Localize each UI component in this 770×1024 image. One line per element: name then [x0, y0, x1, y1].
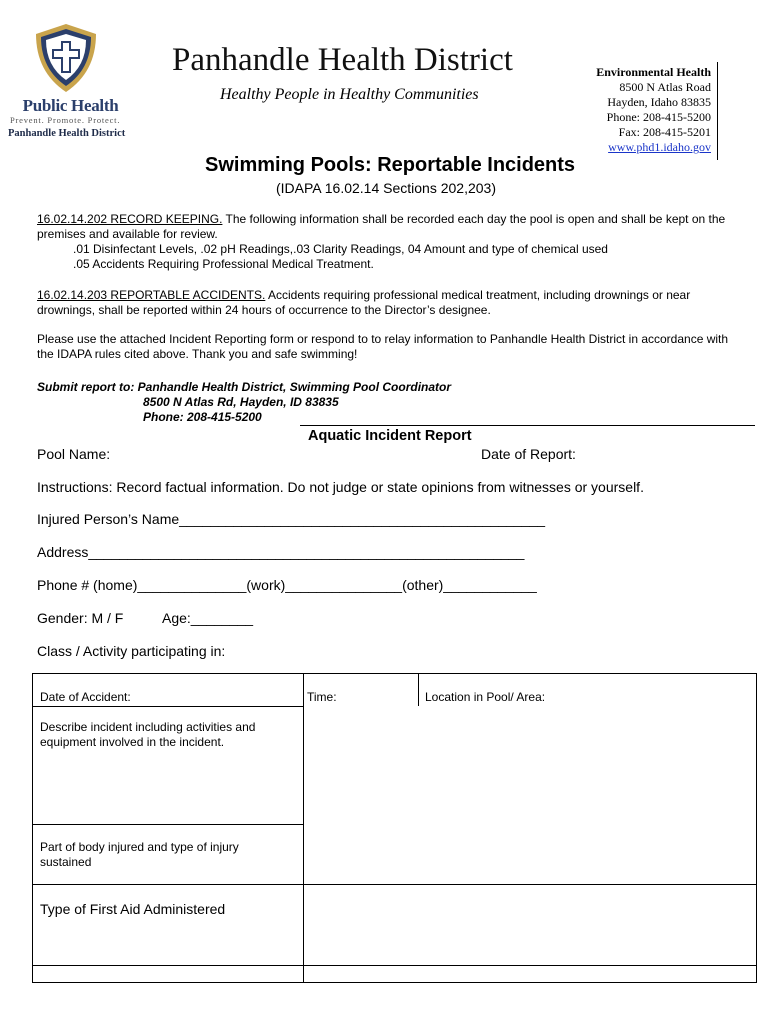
- class-activity-field[interactable]: Class / Activity participating in:: [37, 643, 226, 659]
- logo-district: Panhandle Health District: [8, 128, 126, 139]
- logo-title: Public Health: [22, 96, 119, 115]
- contact-department: Environmental Health: [596, 65, 711, 79]
- age-field[interactable]: Age:________: [162, 610, 254, 626]
- table-rule: [33, 706, 303, 707]
- submit-line3: Phone: 208-415-5200: [143, 410, 262, 424]
- table-rule: [303, 674, 304, 982]
- gender-field[interactable]: Gender: M / F: [37, 610, 124, 626]
- time-cell[interactable]: Time:: [307, 690, 337, 704]
- form-title: Aquatic Incident Report: [308, 428, 472, 444]
- page-subtitle: (IDAPA 16.02.14 Sections 202,203): [276, 180, 496, 196]
- table-rule: [33, 824, 303, 825]
- reportable-accidents-section: [37, 288, 747, 318]
- contact-fax: Fax: 208-415-5201: [618, 125, 711, 139]
- location-cell[interactable]: Location in Pool/ Area:: [425, 690, 546, 704]
- record-keeping-text: The following information shall be recorded each day the pool is open and shall be kept on the premises and available for review.: [37, 212, 726, 241]
- describe-incident-cell[interactable]: Describe incident including activities and equipment involved in the incident.: [40, 720, 256, 749]
- reportable-accidents-heading: 16.02.14.203 REPORTABLE ACCIDENTS.: [37, 288, 266, 302]
- date-of-accident-cell[interactable]: Date of Accident:: [40, 690, 131, 704]
- shield-cross-icon: [32, 22, 100, 94]
- first-aid-cell[interactable]: Type of First Aid Administered: [40, 901, 226, 917]
- form-instructions: Instructions: Record factual information. Do not judge or state opinions from witnesses or yourself.: [37, 479, 644, 495]
- organization-title: Panhandle Health District: [172, 42, 513, 78]
- submit-line1: Submit report to: Panhandle Health District, Swimming Pool Coordinator: [37, 380, 452, 394]
- record-keeping-section: [37, 212, 747, 272]
- submit-line2: 8500 N Atlas Rd, Hayden, ID 83835: [143, 395, 339, 409]
- section-divider: [300, 425, 755, 426]
- logo-tagline: Prevent. Promote. Protect.: [10, 115, 121, 125]
- address-field[interactable]: Address________________________________________________________: [37, 544, 525, 560]
- record-keeping-line2: .05 Accidents Requiring Professional Medical Treatment.: [73, 257, 374, 271]
- website-link[interactable]: www.phd1.idaho.gov: [608, 140, 711, 154]
- submit-report-block: [37, 380, 451, 425]
- contact-address-line2: Hayden, Idaho 83835: [607, 95, 711, 109]
- injured-name-field[interactable]: Injured Person’s Name_______________________________________________: [37, 511, 546, 527]
- record-keeping-heading: 16.02.14.202 RECORD KEEPING.: [37, 212, 223, 226]
- page-title: Swimming Pools: Reportable Incidents: [205, 154, 576, 176]
- phone-field[interactable]: Phone # (home)______________(work)_______________(other)____________: [37, 577, 537, 593]
- pool-name-field[interactable]: Pool Name:: [37, 446, 111, 462]
- date-of-report-field[interactable]: Date of Report:: [481, 446, 576, 462]
- contact-block: [582, 62, 718, 160]
- reportable-accidents-text: Accidents requiring professional medical treatment, including drownings or near drownings, shall be reported within 24 hours of occurrence to the Director’s designee.: [37, 288, 691, 317]
- organization-slogan: Healthy People in Healthy Communities: [220, 86, 479, 103]
- contact-phone: Phone: 208-415-5200: [606, 110, 711, 124]
- public-health-logo: [8, 22, 133, 142]
- instructions-paragraph: Please use the attached Incident Reporting form or respond to to relay information to Panhandle Health District in accordance with the IDAPA rules cited above. Thank you and safe swimming!: [37, 332, 729, 361]
- incident-table: [32, 673, 757, 983]
- record-keeping-line1: .01 Disinfectant Levels, .02 pH Readings,.03 Clarity Readings, 04 Amount and type of chemical used: [73, 242, 608, 256]
- table-rule: [33, 965, 756, 966]
- table-rule: [33, 884, 756, 885]
- body-part-injured-cell[interactable]: Part of body injured and type of injury sustained: [40, 840, 239, 869]
- contact-address-line1: 8500 N Atlas Road: [619, 80, 711, 94]
- table-rule: [418, 674, 419, 706]
